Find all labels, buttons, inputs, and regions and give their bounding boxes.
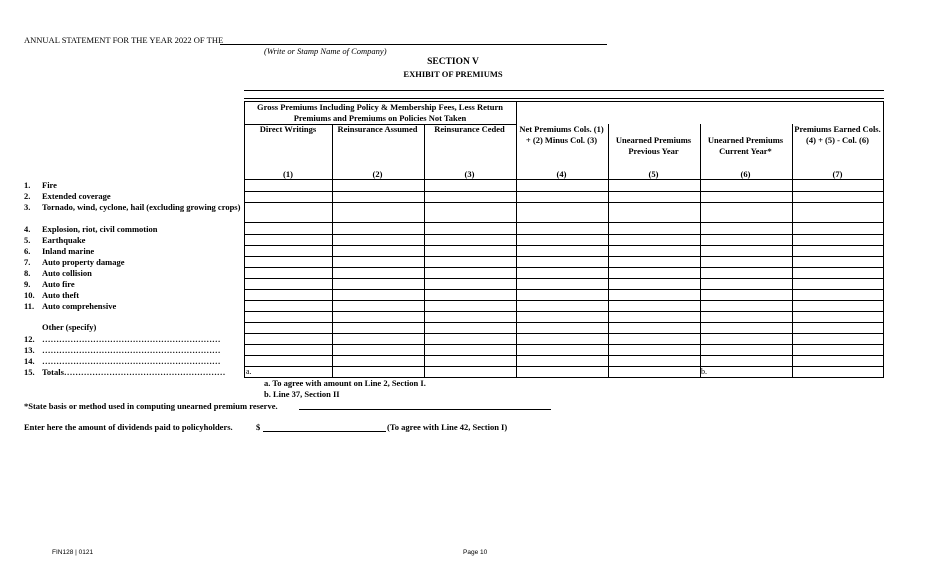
state-basis-field[interactable] [299,409,551,410]
form-code: FIN128 | 0121 [52,549,94,556]
company-name-hint: (Write or Stamp Name of Company) [264,46,387,56]
divider-rule [244,90,884,91]
dividends-agree-note: (To agree with Line 42, Section I) [387,422,508,432]
note-b: b. Line 37, Section II [264,389,340,399]
col-unearned-previous: Unearned Premiums Previous Year [615,135,692,156]
section-title: SECTION V [427,57,479,67]
page-number: Page 10 [463,549,488,556]
col-unearned-current: Unearned Premiums Current Year* [707,135,784,156]
col-reinsurance-ceded: Reinsurance Ceded [434,124,505,134]
company-name-line[interactable] [220,44,607,45]
state-basis-label: *State basis or method used in computing unearned premium reserve. [24,401,278,411]
statement-title: ANNUAL STATEMENT FOR THE YEAR 2022 OF THE [24,35,224,45]
marker-a: a. [246,367,252,376]
col-number: (6) [740,169,751,179]
col-premiums-earned: Premiums Earned Cols. (4) + (5) - Col. (6) [794,124,881,145]
dollar-sign: $ [256,422,261,432]
col-number: (3) [464,169,475,179]
col-net-premiums: Net Premiums Cols. (1) + (2) Minus Col. (3) [519,124,604,145]
gross-premiums-group-header: Gross Premiums Including Policy & Membership Fees, Less Return Premiums and Premiums on Policies Not Taken [257,102,503,123]
col-number: (5) [648,169,659,179]
col-number: (2) [372,169,383,179]
col-direct-writings: Direct Writings [259,124,317,134]
col-number: (7) [832,169,843,179]
dividends-amount-field[interactable] [263,431,386,432]
col-number: (1) [283,169,293,179]
exhibit-title: EXHIBIT OF PREMIUMS [403,69,503,79]
divider-rule [244,98,884,99]
marker-b: b. [701,367,707,376]
note-a: a. To agree with amount on Line 2, Section I. [264,378,426,388]
col-reinsurance-assumed: Reinsurance Assumed [337,124,418,134]
dividends-label: Enter here the amount of dividends paid to policyholders. [24,422,233,432]
col-number: (4) [556,169,567,179]
